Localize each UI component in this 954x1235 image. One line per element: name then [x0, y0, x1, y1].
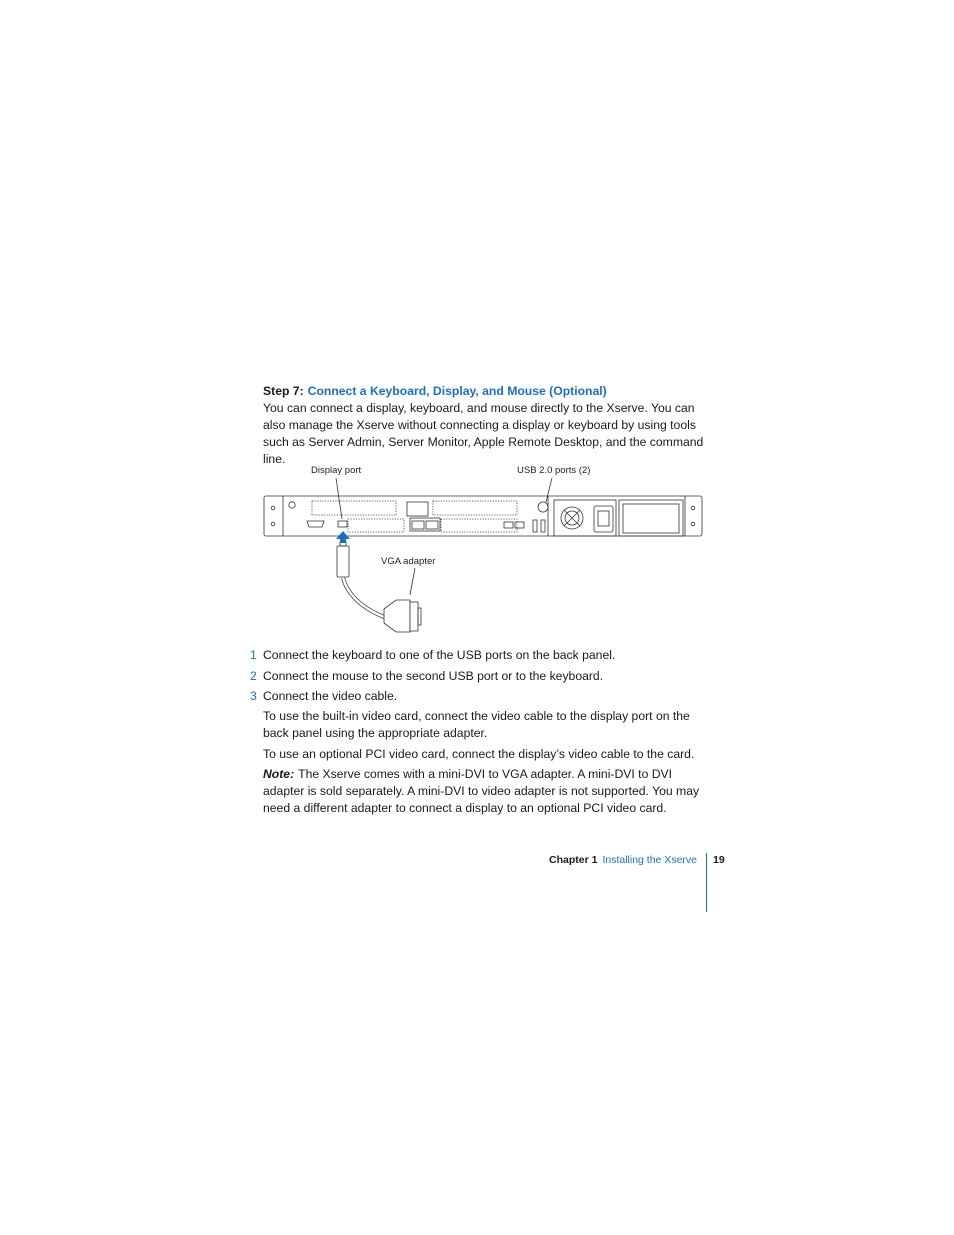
instruction-step-3: [250, 688, 397, 705]
step-heading: [263, 383, 607, 400]
video-cable: [343, 578, 384, 617]
chapter-title: Installing the Xserve: [602, 854, 697, 866]
note-paragraph: [263, 766, 713, 817]
vga-adapter-callout: [410, 568, 415, 595]
note-text: The Xserve comes with a mini-DVI to VGA adapter. A mini-DVI to DVI adapter is sold separately. A mini-DVI to video adapter is not supported. You may need a different adapter to connect a display to an optional PCI video card.: [263, 767, 700, 815]
mini-dvi-plug: [337, 546, 349, 577]
instruction-step-2: [250, 668, 603, 685]
display-port-callout: [336, 478, 342, 519]
display-port: [338, 521, 347, 527]
footer-chapter: [549, 854, 697, 866]
step-number: 1: [250, 648, 257, 662]
chapter-number: Chapter 1: [549, 854, 598, 866]
step-label: Step 7:: [263, 384, 304, 398]
vga-adapter: [384, 600, 410, 632]
usb-port-1: [533, 520, 537, 532]
chassis: [264, 496, 702, 536]
builtin-video-paragraph: To use the built-in video card, connect the video cable to the display port on the back panel using the appropriate adapter.: [263, 709, 690, 740]
page-number: 19: [713, 854, 725, 866]
drive-bay: [619, 500, 683, 536]
step-number: 2: [250, 669, 257, 683]
xserve-back-panel-diagram: [260, 478, 710, 638]
step-text: Connect the video cable.: [263, 689, 398, 703]
step-title: Connect a Keyboard, Display, and Mouse (Optional): [307, 384, 607, 398]
usb-ports-label: USB 2.0 ports (2): [517, 465, 591, 476]
intro-paragraph: You can connect a display, keyboard, and mouse directly to the Xserve. You can also manage the Xserve without connecting a display or keyboard by using tools such as Server Admin, Server Monitor, Apple Remote Desktop, and the command line.: [263, 401, 704, 466]
pci-video-paragraph: To use an optional PCI video card, connect the display’s video cable to the card.: [263, 747, 695, 761]
step-text: Connect the keyboard to one of the USB ports on the back panel.: [263, 648, 616, 662]
power-supply: [554, 500, 616, 536]
insert-arrow-icon: [336, 531, 350, 543]
power-socket: [594, 506, 613, 532]
usb-ports-callout: [546, 478, 552, 502]
step-number: 3: [250, 689, 257, 703]
usb-port-2: [541, 520, 545, 532]
display-port-label: Display port: [311, 465, 362, 476]
instruction-step-1: [250, 647, 615, 664]
step-text: Connect the mouse to the second USB port or to the keyboard.: [263, 669, 604, 683]
footer-divider: [706, 853, 707, 912]
note-label: Note:: [263, 767, 295, 781]
screw-icon: [289, 502, 295, 508]
vga-adapter-label: VGA adapter: [381, 556, 436, 567]
